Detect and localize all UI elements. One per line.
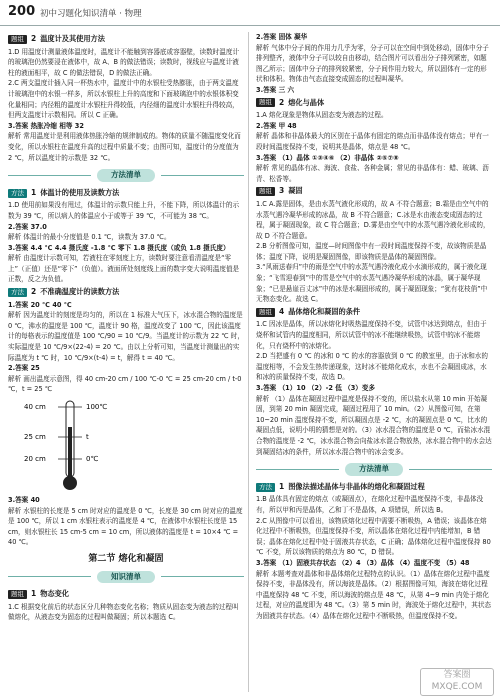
answer-paragraph: 解析 本题考查对晶体和非晶体熔化过程特点的认识。（1）晶体在熔化过程中温度保持不变，非晶体没有，所以海波是晶体。（2）根据图像可知，海波在熔化过程中温度保持 48 ℃ 不变，所以海波的熔点是 48 ℃，从第 4~9 min 内处于熔化过程，对应的温度即为 48 ℃。（3）第 5 min 时，海波处于熔化过程中，其状态为固液共存状态。（4）晶体在熔化过程中不断吸热，但温度保持不变。 [256,569,492,620]
answer-paragraph: 解析 气体中分子间的作用力几乎为零，分子可以在空间中到处移动，固体中分子排列整齐，液体中分子可以较自由移动，结合图片可以看出分子排列紧密，如题图乙所示；固体中分子的排列较紧密，分子间作用力较大，所以固体有一定的形状和体积。物体由气态直接变成固态的过程叫凝华。 [256,43,489,84]
topic-title: 物态变化 [40,589,69,599]
topic-tag: 题组 [256,308,275,317]
answer-paragraph: 2.D 当把盛有 0 ℃ 的冰和 0 ℃ 的水的容器放到 0 ℃ 的教室里，由于冰和水的温度相等，不会发生热传递现象，这时冰不能熔化成水，水也不会凝固成冰，水和冰的质量保持不变，故选 D。 [256,352,488,382]
banner-line [256,469,339,470]
answer-paragraph: 1.C 根据变化前后的状态区分几种物态变化名称；物质从固态变为液态的过程叫做熔化，从液态变为固态的过程叫做凝固；所以本题选 C。 [8,602,239,622]
answer-paragraph: 2.B 分析图像可知，温度—时间图像中有一段时间温度保持不变，故该物质是晶体；温度下降，说明是凝固图像，即该物质是晶体的凝固图像。 [256,242,487,261]
answer-paragraph: 1.答案 20 ℃ 40 ℃ [8,300,72,309]
topic-number: 1 [31,187,37,197]
answer-paragraph: 2.答案 甲 48 [256,121,297,130]
watermark-line: MXQE.COM [431,682,483,692]
answer-paragraph: 1.C A.露是固体，是由水蒸气液化形成的，故 A 不符合题意；B.霜是由空气中的水蒸气遇冷凝华形成的冰晶，故 B 不符合题意；C.冰是水由液态变成固态的过程，属于凝固现象，故 C 符合题意；D.雾是由空气中的水蒸气遇冷液化形成的，故 D 不符合题意。 [256,199,490,240]
topic-tag: 题组 [256,98,275,107]
watermark-line: 答案圈 [443,670,471,680]
topic-number: 1 [279,481,285,491]
label-mid-temp: t [86,433,89,441]
label-bottom-length: 20 cm [24,455,46,463]
answer-paragraph: 解析 因为温度计的刻度是均匀的，所以在 1 标准大气压下，冰水混合物的温度是 0 ℃，沸水的温度是 100 ℃，温度计 90 格，温度改变了 100 ℃，因此该温度计的每格表示的温度值是 100 ℃/90 = 10 ℃/9。当温度计的示数为 22 ℃ 时，实际温度是 10 ℃/9×(22-4) = 20 ℃。由以上分析可知，当温度计测量出的实际温度为 t ℃ 时，10 ℃/9×(t-4) = t，解得 t = 40 ℃。 [8,311,244,362]
topic-tag: 题组 [8,590,27,599]
topic-number: 3 [279,186,285,196]
answer-paragraph: 2.答案 固体 凝华 [256,33,308,41]
topic-title: 晶体熔化和凝固的条件 [288,306,361,316]
topic-number: 2 [31,287,37,297]
topic-title: 熔化与晶体 [288,97,325,107]
answer-paragraph: 3.答案 （1）10 （2）-2 低 （3）变多 [256,384,376,392]
answer-paragraph: 1.D 使用前如果没有甩过，体温计的示数只能上升，不能下降，所以体温计的示数为 39 ℃，所以病人的体温应小于或等于 39 ℃，不可能为 38 ℃。 [8,201,240,220]
label-top-temp: 100℃ [86,403,108,411]
topic-number: 2 [31,34,37,43]
answer-paragraph: 3.答案 40 [8,496,40,504]
answer-paragraph: 3.答案 热胀冷缩 相等 32 [8,121,84,130]
banner-line [409,469,492,470]
topic-heading [8,287,244,298]
topic-tag: 方法 [256,483,275,492]
topic-heading [8,34,244,45]
topic-title: 不准确温度计的读数方法 [40,287,120,297]
topic-title: 凝固 [288,186,303,196]
answer-paragraph: 解析 由温度计示数可知，若液柱在零刻度上方，读数时要注意看清温度是“零上”（正值）还是“零下”（负值）。液面所处刻度线上面的数字变大说明温度值是正数，反之为负值。 [8,254,240,284]
answer-paragraph: 3.答案 （1）固液共存状态 （2）4 （3）晶体 （4）温度不变 （5）48 [256,558,470,567]
answer-paragraph: 1.B 晶体具有固定的熔点（或凝固点），在熔化过程中温度保持不变，非晶体没有，所以甲和丙是晶体，乙和丁不是晶体，A 项错误，所以选 B。 [256,495,484,514]
answer-paragraph: 3.答案 三 六 [256,85,295,94]
topic-tag: 方法 [8,288,27,297]
topic-heading [8,589,244,600]
thermometer-liquid [68,427,72,479]
answer-paragraph: 2.C 从图像中可以看出，该物质熔化过程中需要不断吸热，A 错误；该晶体在熔化过程中不断吸热，但温度保持不变，所以晶体在熔化过程中内能增加，B 错误；晶体在熔化过程中处于固液共存状态，C 正确；晶体熔化过程中温度保持 80 ℃ 不变，所以该物质的熔点为 80 ℃，D 错误。 [256,516,491,557]
topic-heading [256,307,492,318]
section-banner [8,169,244,182]
topic-tag: 题组 [256,187,275,196]
section-title: 第二节 熔化和凝固 [88,553,164,564]
answer-paragraph: 2.答案 37.0 [8,222,47,231]
label-bottom-temp: 0℃ [86,455,99,463]
answer-paragraph: 解析 常用温度计是利用液体热胀冷缩的规律制成的。物体的质量不随温度变化而变化，所以水银柱在温度升高的过程中质量不变；由图可知，温度计的分度值为 2 ℃，所以温度计的示数是 32 ℃。 [8,132,241,162]
answer-paragraph: 解析 体温计的最小分度值是 0.1 ℃，读数为 37.0 ℃。 [8,233,171,242]
section-banner [256,463,492,476]
answer-paragraph: 解析 常见的晶体有冰、海波、食盐、各种金属；常见的非晶体有：蜡、玻璃、沥青、松香等。 [256,164,489,183]
answer-paragraph: 1.D 用温度计测量液体温度时，温度计不能触到容器底或容器壁，读数时温度计的玻璃泡仍然要浸在液体中，故 A、B 的做法错误；读数时，视线应与温度计液柱的液面相平，故 C 的做法错误，D 的做法正确。 [8,47,240,77]
topic-tag: 题组 [8,35,27,44]
topic-title: 体温计的使用及读数方法 [40,187,120,197]
topic-heading [8,188,244,199]
label-mid-length: 25 cm [24,433,46,441]
watermark-logo [420,668,494,696]
left-column [8,32,244,623]
banner-label: 方法清单 [345,463,403,476]
page-number: 200 [8,4,36,19]
answer-paragraph: 2.答案 25 [8,364,40,373]
answer-paragraph: 1.C 因冰是晶体，所以冰熔化时吸热温度保持不变，试管中冰达到熔点，但由于烧杯和试管内的温度相同，所以试管中的冰不能继续吸热，试管中的冰不能熔化，只有烧杯中的冰熔化。 [256,320,487,350]
banner-line [161,576,244,577]
topic-heading [256,98,492,109]
column-divider [248,32,249,692]
answer-paragraph: 2.C 两支温度计插入同一杯热水中，温度计中的水银柱受热膨胀，由于两支温度计玻璃泡中的水银一样多，所以水银柱上升的高度和下面玻璃泡中的水银体积变化量相同；内径粗的温度计水银柱升得较低，内径细的温度计水银柱升得较高，但两支温度计示数相同。所以 C 正确。 [8,79,239,120]
thermometer-diagram [18,397,244,493]
answer-paragraph: 3.“风雨送春归”中的雨是空气中的水蒸气遇冷液化成小水滴形成的，属于液化现象；“飞雪迎春到”中的雪是空气中的水蒸气遇冷凝华形成的冰晶，属于凝华现象；“已是悬崖百丈冰”中的冰是水凝固形成的，属于凝固现象；“犹有花枝俏”中无物态变化。故选 C。 [256,263,488,304]
answer-paragraph: 1.A 熔化现象是物体从固态变为液态的过程。 [256,111,388,120]
banner-line [8,175,91,176]
section-banner [8,571,244,584]
answer-paragraph: 解析 画出温度示意图，得 40 cm-20 cm / 100 ℃-0 ℃ = 25 cm-20 cm / t-0 ℃，t = 25 ℃ [8,374,242,394]
answer-paragraph: 3.答案 4.4 ℃ 4.4 摄氏度 -1.8 ℃ 零下 1.8 摄氏度（或负 1.8 摄氏度） [8,243,230,252]
answer-paragraph: 解析 水银柱的长度是 5 cm 时对应的温度是 0 ℃，长度是 30 cm 时对应的温度是 100 ℃，所以 1 cm 水银柱表示的温度是 4 ℃，在液体中水银柱长度是 15 cm，则水银柱长 15 cm-5 cm = 10 cm，所以液体的温度是 t = 10×4 ℃ = 40 ℃。 [8,506,243,547]
topic-number: 1 [31,589,37,599]
answer-paragraph: 解析 晶体和非晶体最大的区别在于晶体有固定的熔点而非晶体没有熔点；甲有一段时间温度保持不变，说明其是晶体，熔点是 48 ℃。 [256,132,489,151]
topic-number: 4 [279,306,285,316]
banner-label: 知识清单 [97,571,155,584]
banner-line [8,576,91,577]
topic-title: 温度计及其使用方法 [40,34,105,43]
answer-paragraph: 解析 （1）晶体在凝固过程中温度是保持不变的，所以盐水从第 10 min 开始凝固，到第 20 min 凝固完成，凝固过程用了 10 min。（2）从图像可知，在第 10~20 min 温度保持不变，所以凝固点是 -2 ℃，水的凝固点是 0 ℃，比水的凝固点低，说明小明的猜想是对的。（3）冰水混合物的温度是 0 ℃，而盐冰水混合物的温度是 -2 ℃，冰水混合物会向盐冰水混合物放热，冰水混合物中的水会达到凝固结冰的条件，所以冰水混合物中的冰会变多。 [256,394,492,456]
thermometer-svg [18,397,138,493]
banner-line [161,175,244,176]
book-title: 初中习题化知识清单 · 物理 [40,9,142,19]
label-top-length: 40 cm [24,403,46,411]
topic-number: 2 [279,97,285,107]
right-column [256,32,492,621]
topic-heading [256,482,492,493]
page-header [0,0,500,26]
answer-paragraph: 3.答案 （1）晶体 ①③④⑥ （2）非晶体 ②⑤⑦⑧ [256,153,399,162]
banner-label: 方法清单 [97,169,155,182]
topic-title: 图像法描述晶体与非晶体的熔化和凝固过程 [288,481,425,491]
topic-heading [256,186,492,197]
topic-tag: 方法 [8,189,27,198]
